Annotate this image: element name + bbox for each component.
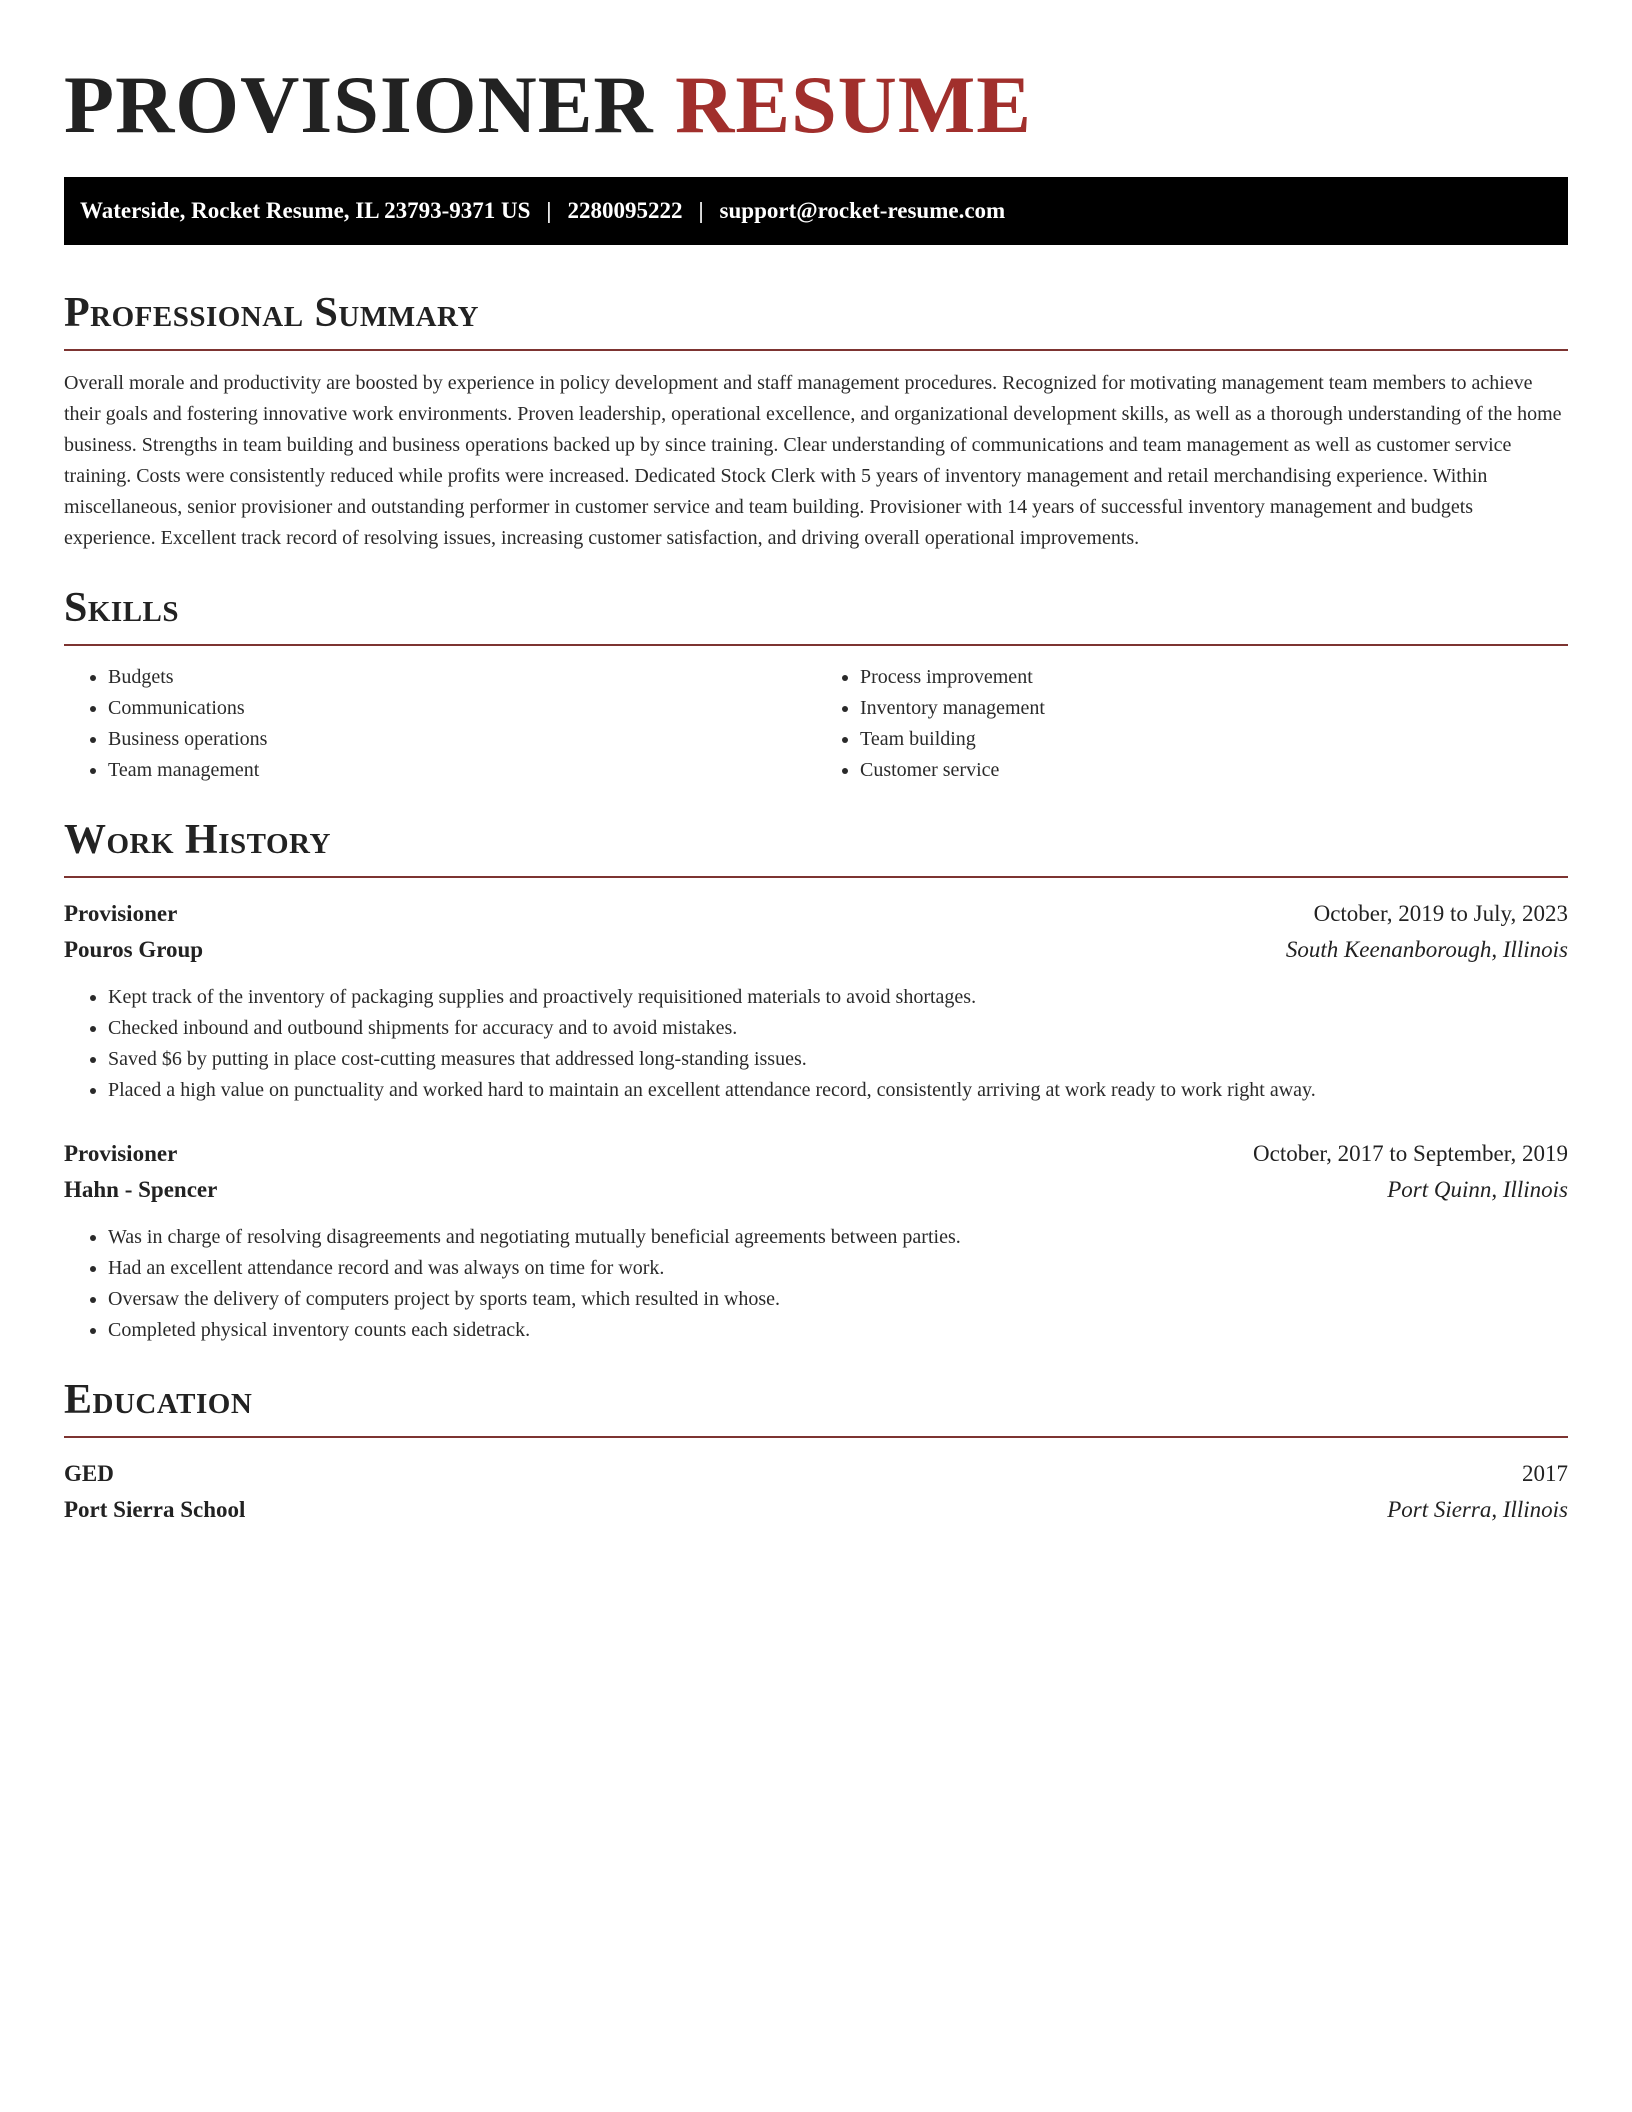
skill-item: • Business operations bbox=[108, 724, 816, 755]
job-duties bbox=[64, 982, 1568, 1106]
title-main: PROVISIONER bbox=[64, 59, 654, 150]
contact-bar bbox=[64, 177, 1568, 245]
skill-item: • Team management bbox=[108, 755, 816, 786]
job-title-row bbox=[64, 1136, 1568, 1172]
job-dates: October, 2017 to September, 2019 bbox=[1253, 1141, 1568, 1166]
title-accent: RESUME bbox=[675, 59, 1032, 150]
job-duty-item: • Kept track of the inventory of packaging supplies and proactively requisitioned materials to avoid shortages. bbox=[108, 982, 1568, 1013]
education-section bbox=[64, 1376, 1568, 1528]
skill-item: • Budgets bbox=[108, 662, 816, 693]
skills-heading: Skills bbox=[64, 585, 180, 631]
education-school: Port Sierra School bbox=[64, 1497, 246, 1522]
job-duty-item: • Was in charge of resolving disagreements and negotiating mutually beneficial agreements between parties. bbox=[108, 1222, 1568, 1253]
section-divider bbox=[64, 644, 1568, 646]
job-company-row bbox=[64, 1172, 1568, 1208]
education-year: 2017 bbox=[1522, 1461, 1568, 1486]
contact-email: support@rocket-resume.com bbox=[719, 198, 1006, 223]
contact-phone: 2280095222 bbox=[567, 198, 683, 223]
work-history-section bbox=[64, 816, 1568, 1346]
summary-heading: Professional Summary bbox=[64, 290, 479, 336]
contact-address: Waterside, Rocket Resume, IL 23793-9371 US bbox=[80, 198, 531, 223]
job-company: Hahn - Spencer bbox=[64, 1177, 218, 1202]
skills-grid bbox=[64, 662, 1568, 786]
skill-item: • Customer service bbox=[860, 755, 1568, 786]
job-location: Port Quinn, Illinois bbox=[1387, 1177, 1568, 1202]
job-location: South Keenanborough, Illinois bbox=[1285, 937, 1568, 962]
work-history-heading: Work History bbox=[64, 817, 331, 863]
job-duty-item: • Had an excellent attendance record and was always on time for work. bbox=[108, 1253, 1568, 1284]
contact-separator: | bbox=[698, 198, 704, 223]
job-duty-item: • Oversaw the delivery of computers project by sports team, which resulted in whose. bbox=[108, 1284, 1568, 1315]
job-entry bbox=[64, 1136, 1568, 1346]
job-title: Provisioner bbox=[64, 901, 178, 926]
job-dates: October, 2019 to July, 2023 bbox=[1313, 901, 1568, 926]
skill-item: • Inventory management bbox=[860, 693, 1568, 724]
skill-item: • Team building bbox=[860, 724, 1568, 755]
summary-section bbox=[64, 289, 1568, 554]
job-company: Pouros Group bbox=[64, 937, 204, 962]
skill-item: • Communications bbox=[108, 693, 816, 724]
education-degree: GED bbox=[64, 1461, 114, 1486]
skills-column-right bbox=[816, 662, 1568, 786]
job-title-row bbox=[64, 896, 1568, 932]
skills-section bbox=[64, 584, 1568, 786]
skill-item: • Process improvement bbox=[860, 662, 1568, 693]
job-duty-item: • Completed physical inventory counts each sidetrack. bbox=[108, 1315, 1568, 1346]
section-divider bbox=[64, 876, 1568, 878]
education-heading: Education bbox=[64, 1377, 253, 1423]
contact-separator: | bbox=[546, 198, 552, 223]
skills-column-left bbox=[64, 662, 816, 786]
education-degree-row bbox=[64, 1456, 1568, 1492]
summary-text: Overall morale and productivity are boosted by experience in policy development and staff management procedures. Recognized for motivating management team members to achieve their goals and fostering innovative work environments. Proven leadership, operational excellence, and organizational development skills, as well as a thorough understanding of the home business. Strengths in team building and business operations backed up by since training. Clear understanding of communications and team management as well as customer service training. Costs were consistently reduced while profits were increased. Dedicated Stock Clerk with 5 years of inventory management and retail merchandising experience. Within miscellaneous, senior provisioner and outstanding performer in customer service and team building. Provisioner with 14 years of successful inventory management and budgets experience. Excellent track record of resolving issues, increasing customer satisfaction, and driving overall operational improvements. bbox=[64, 372, 1562, 549]
job-title: Provisioner bbox=[64, 1141, 178, 1166]
section-divider bbox=[64, 349, 1568, 351]
education-entry bbox=[64, 1456, 1568, 1528]
resume-title bbox=[64, 50, 1568, 160]
job-duty-item: • Checked inbound and outbound shipments for accuracy and to avoid mistakes. bbox=[108, 1013, 1568, 1044]
education-location: Port Sierra, Illinois bbox=[1387, 1497, 1568, 1522]
section-divider bbox=[64, 1436, 1568, 1438]
job-duties bbox=[64, 1222, 1568, 1346]
job-duty-item: • Saved $6 by putting in place cost-cutting measures that addressed long-standing issues. bbox=[108, 1044, 1568, 1075]
job-entry bbox=[64, 896, 1568, 1106]
job-company-row bbox=[64, 932, 1568, 968]
job-duty-item: • Placed a high value on punctuality and worked hard to maintain an excellent attendance record, consistently arriving at work ready to work right away. bbox=[108, 1075, 1568, 1106]
education-school-row bbox=[64, 1492, 1568, 1528]
